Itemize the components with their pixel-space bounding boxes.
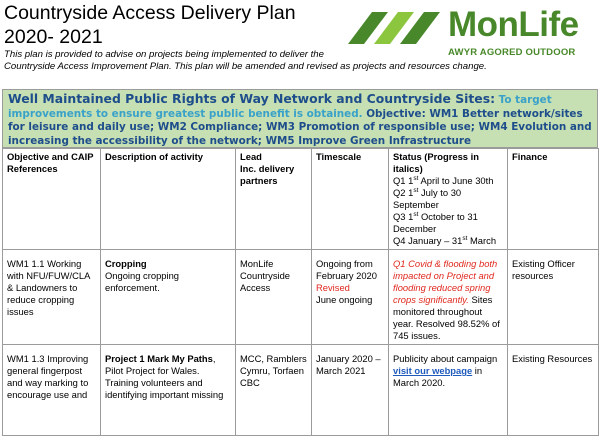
row1-timescale-start: Ongoing from February 2020 — [316, 258, 377, 281]
monlife-logo-mark-icon — [342, 10, 446, 46]
logo-wordmark: MonLife — [448, 5, 579, 44]
row1-status-text: Sites monitored throughout year. Resolved 98.52% of 745 issues. — [393, 294, 500, 341]
row1-timescale-end: June ongoing — [316, 294, 373, 305]
row1-description-text: Ongoing cropping enforcement. — [105, 270, 180, 293]
webpage-link[interactable]: visit our webpage — [393, 365, 473, 376]
delivery-plan-table — [2, 148, 599, 436]
row2-status-pre: Publicity about campaign — [393, 353, 498, 364]
row1-timescale — [312, 250, 389, 345]
header-lead — [236, 149, 312, 250]
table-header-row — [3, 149, 599, 250]
monlife-logo — [342, 4, 598, 58]
banner-objective: Objective: WM1 Better network/sites for leisure and daily use; WM2 Compliance; WM3 Promotion of responsible use; WM4 Evolution and increasing the accessibility of the network; WM5 Improve Green Infrastructure — [8, 107, 592, 147]
header-status-title: Status (Progress in italics) — [393, 151, 479, 174]
row2-description-title: Project 1 Mark My Paths — [105, 353, 213, 364]
row1-lead: MonLife Countryside Access — [236, 250, 312, 345]
row1-objective: WM1 1.1 Working with NFU/FUW/CLA & Landowners to reduce cropping issues — [3, 250, 101, 345]
row1-description-title: Cropping — [105, 258, 147, 269]
row1-finance: Existing Officer resources — [508, 250, 599, 345]
header-status — [389, 149, 508, 250]
objective-banner — [2, 89, 598, 148]
logo-tagline: AWYR AGORED OUTDOOR — [448, 47, 576, 58]
row2-description-text: , Pilot Project for Wales. Training volunteers and identifying important missing — [105, 353, 224, 400]
page-title — [4, 1, 296, 49]
intro-line-1: This plan is provided to advise on projects being implemented to deliver the — [4, 49, 324, 60]
title-line-2: 2020- 2021 — [4, 26, 103, 48]
banner-subheading: To target improvements to ensure greatest public benefit is obtained. — [8, 94, 552, 120]
banner-heading: Well Maintained Public Rights of Way Network and Countryside Sites: — [8, 91, 496, 106]
header-lead-line-1: Lead — [240, 151, 262, 162]
row2-timescale: January 2020 – March 2021 — [312, 345, 389, 436]
table-row — [3, 250, 599, 345]
header-description: Description of activity — [101, 149, 236, 250]
quarter-q1: Q1 1st April to June 30th — [393, 174, 494, 186]
row1-timescale-revised: Revised — [316, 282, 350, 293]
row2-lead: MCC, Ramblers Cymru, Torfaen CBC — [236, 345, 312, 436]
quarter-q2: Q2 1st July to 30 September — [393, 186, 462, 210]
row2-objective: WM1 1.3 Improving general fingerpost and way marking to encourage use and — [3, 345, 101, 436]
title-line-1: Countryside Access Delivery Plan — [4, 2, 296, 24]
row1-status — [389, 250, 508, 345]
header-objective: Objective and CAIP References — [3, 149, 101, 250]
table-row — [3, 345, 599, 436]
quarter-q3: Q3 1st October to 31 December — [393, 210, 478, 234]
row2-status — [389, 345, 508, 436]
header-finance: Finance — [508, 149, 599, 250]
row2-description — [101, 345, 236, 436]
row1-description — [101, 250, 236, 345]
header-lead-line-2: Inc. delivery partners — [240, 163, 295, 186]
row2-finance: Existing Resources — [508, 345, 599, 436]
row1-status-note: Q1 Covid & flooding both impacted on Project and flooding reduced spring crops significantly. — [393, 258, 498, 305]
intro-line-2: Countryside Access Improvement Plan. This plan will be amended and revised as projects and resources change. — [4, 60, 487, 72]
header-timescale: Timescale — [312, 149, 389, 250]
quarter-q4: Q4 January – 31st March — [393, 234, 497, 246]
row2-status-post: in March 2020. — [393, 365, 483, 388]
